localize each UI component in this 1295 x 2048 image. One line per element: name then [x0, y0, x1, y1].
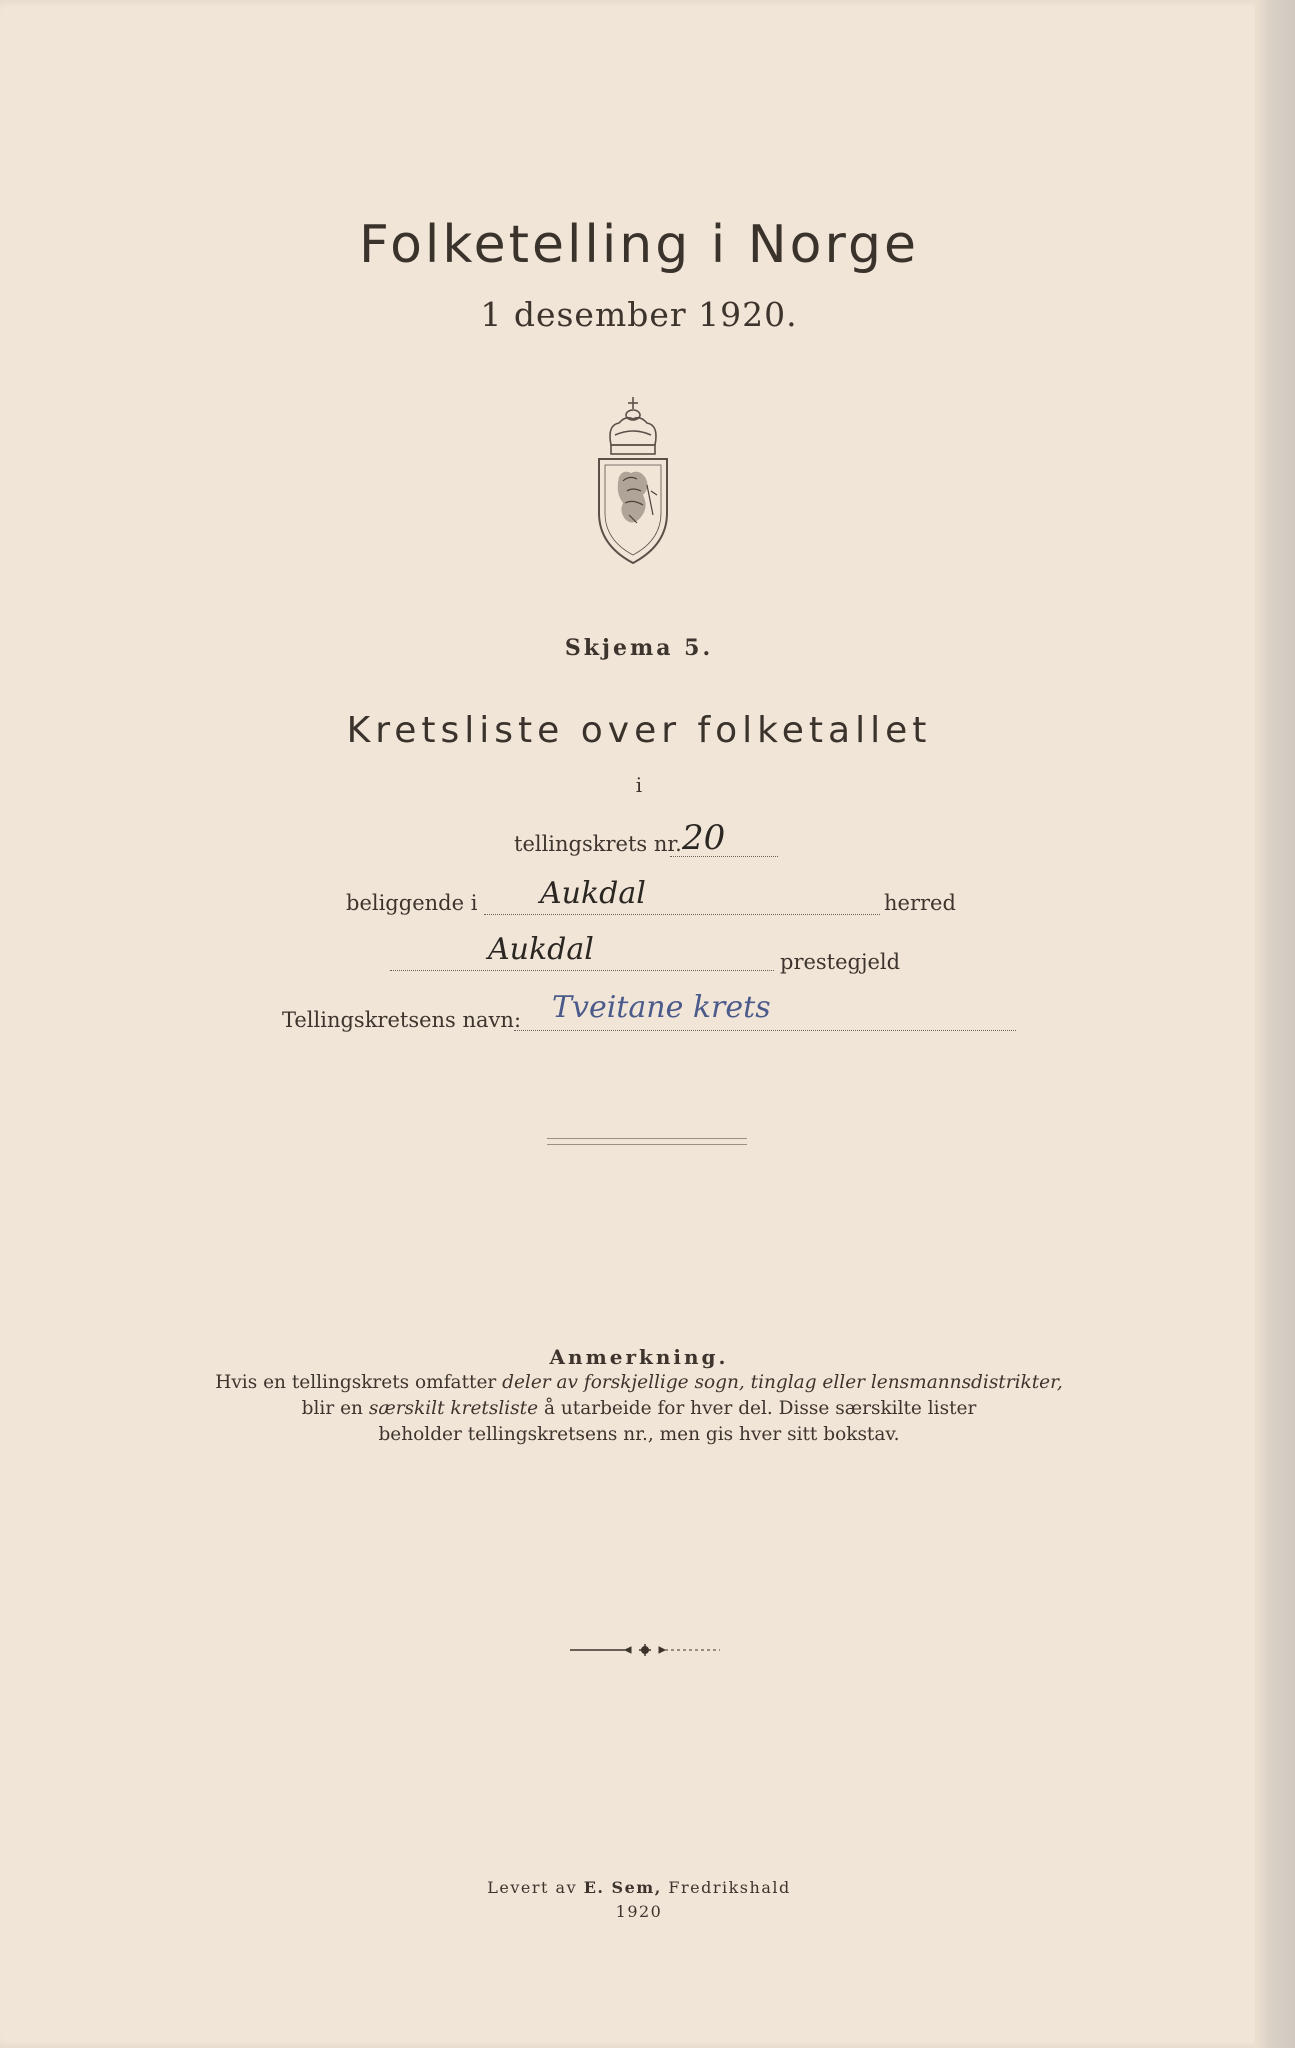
norwegian-coat-of-arms-icon: [593, 395, 673, 565]
printer-year: 1920: [615, 1902, 663, 1921]
census-date: 1 desember 1920.: [480, 295, 798, 334]
note-line-1: Hvis en tellingskrets omfatter deler av forskjellige sogn, tinglag eller lensmannsdistrikter,: [215, 1372, 1063, 1393]
tellingskrets-value: 20: [682, 818, 726, 858]
divider-rule: [547, 1138, 747, 1145]
beliggende-value: Aukdal: [540, 876, 646, 911]
form-heading: Kretsliste over folketallet: [346, 710, 932, 751]
note-line-2: blir en særskilt kretsliste å utarbeide for hver del. Disse særskilte lister: [301, 1398, 977, 1419]
prestegjeld-value: Aukdal: [488, 932, 594, 967]
beliggende-label: beliggende i: [346, 891, 478, 915]
printer-imprint: Levert av E. Sem, Fredrikshald: [487, 1878, 791, 1897]
prestegjeld-label: prestegjeld: [780, 950, 901, 974]
note-line-3: beholder tellingskretsens nr., men gis hver sitt bokstav.: [378, 1424, 900, 1445]
prestegjeld-field[interactable]: [390, 970, 774, 971]
census-title: Folketelling i Norge: [359, 215, 919, 275]
tellingskrets-label: tellingskrets nr.: [514, 832, 682, 856]
herred-label: herred: [884, 891, 956, 915]
ornament-divider-icon: [570, 1643, 720, 1657]
kretsnavn-value: Tveitane krets: [552, 990, 771, 1025]
note-title: Anmerkning.: [549, 1345, 729, 1369]
beliggende-field[interactable]: [484, 914, 880, 915]
schema-number: Skjema 5.: [564, 635, 714, 661]
kretsnavn-field[interactable]: [514, 1030, 1016, 1031]
preposition-label: i: [635, 773, 643, 797]
kretsnavn-label: Tellingskretsens navn:: [282, 1008, 522, 1032]
scan-edge: [1255, 0, 1295, 2048]
